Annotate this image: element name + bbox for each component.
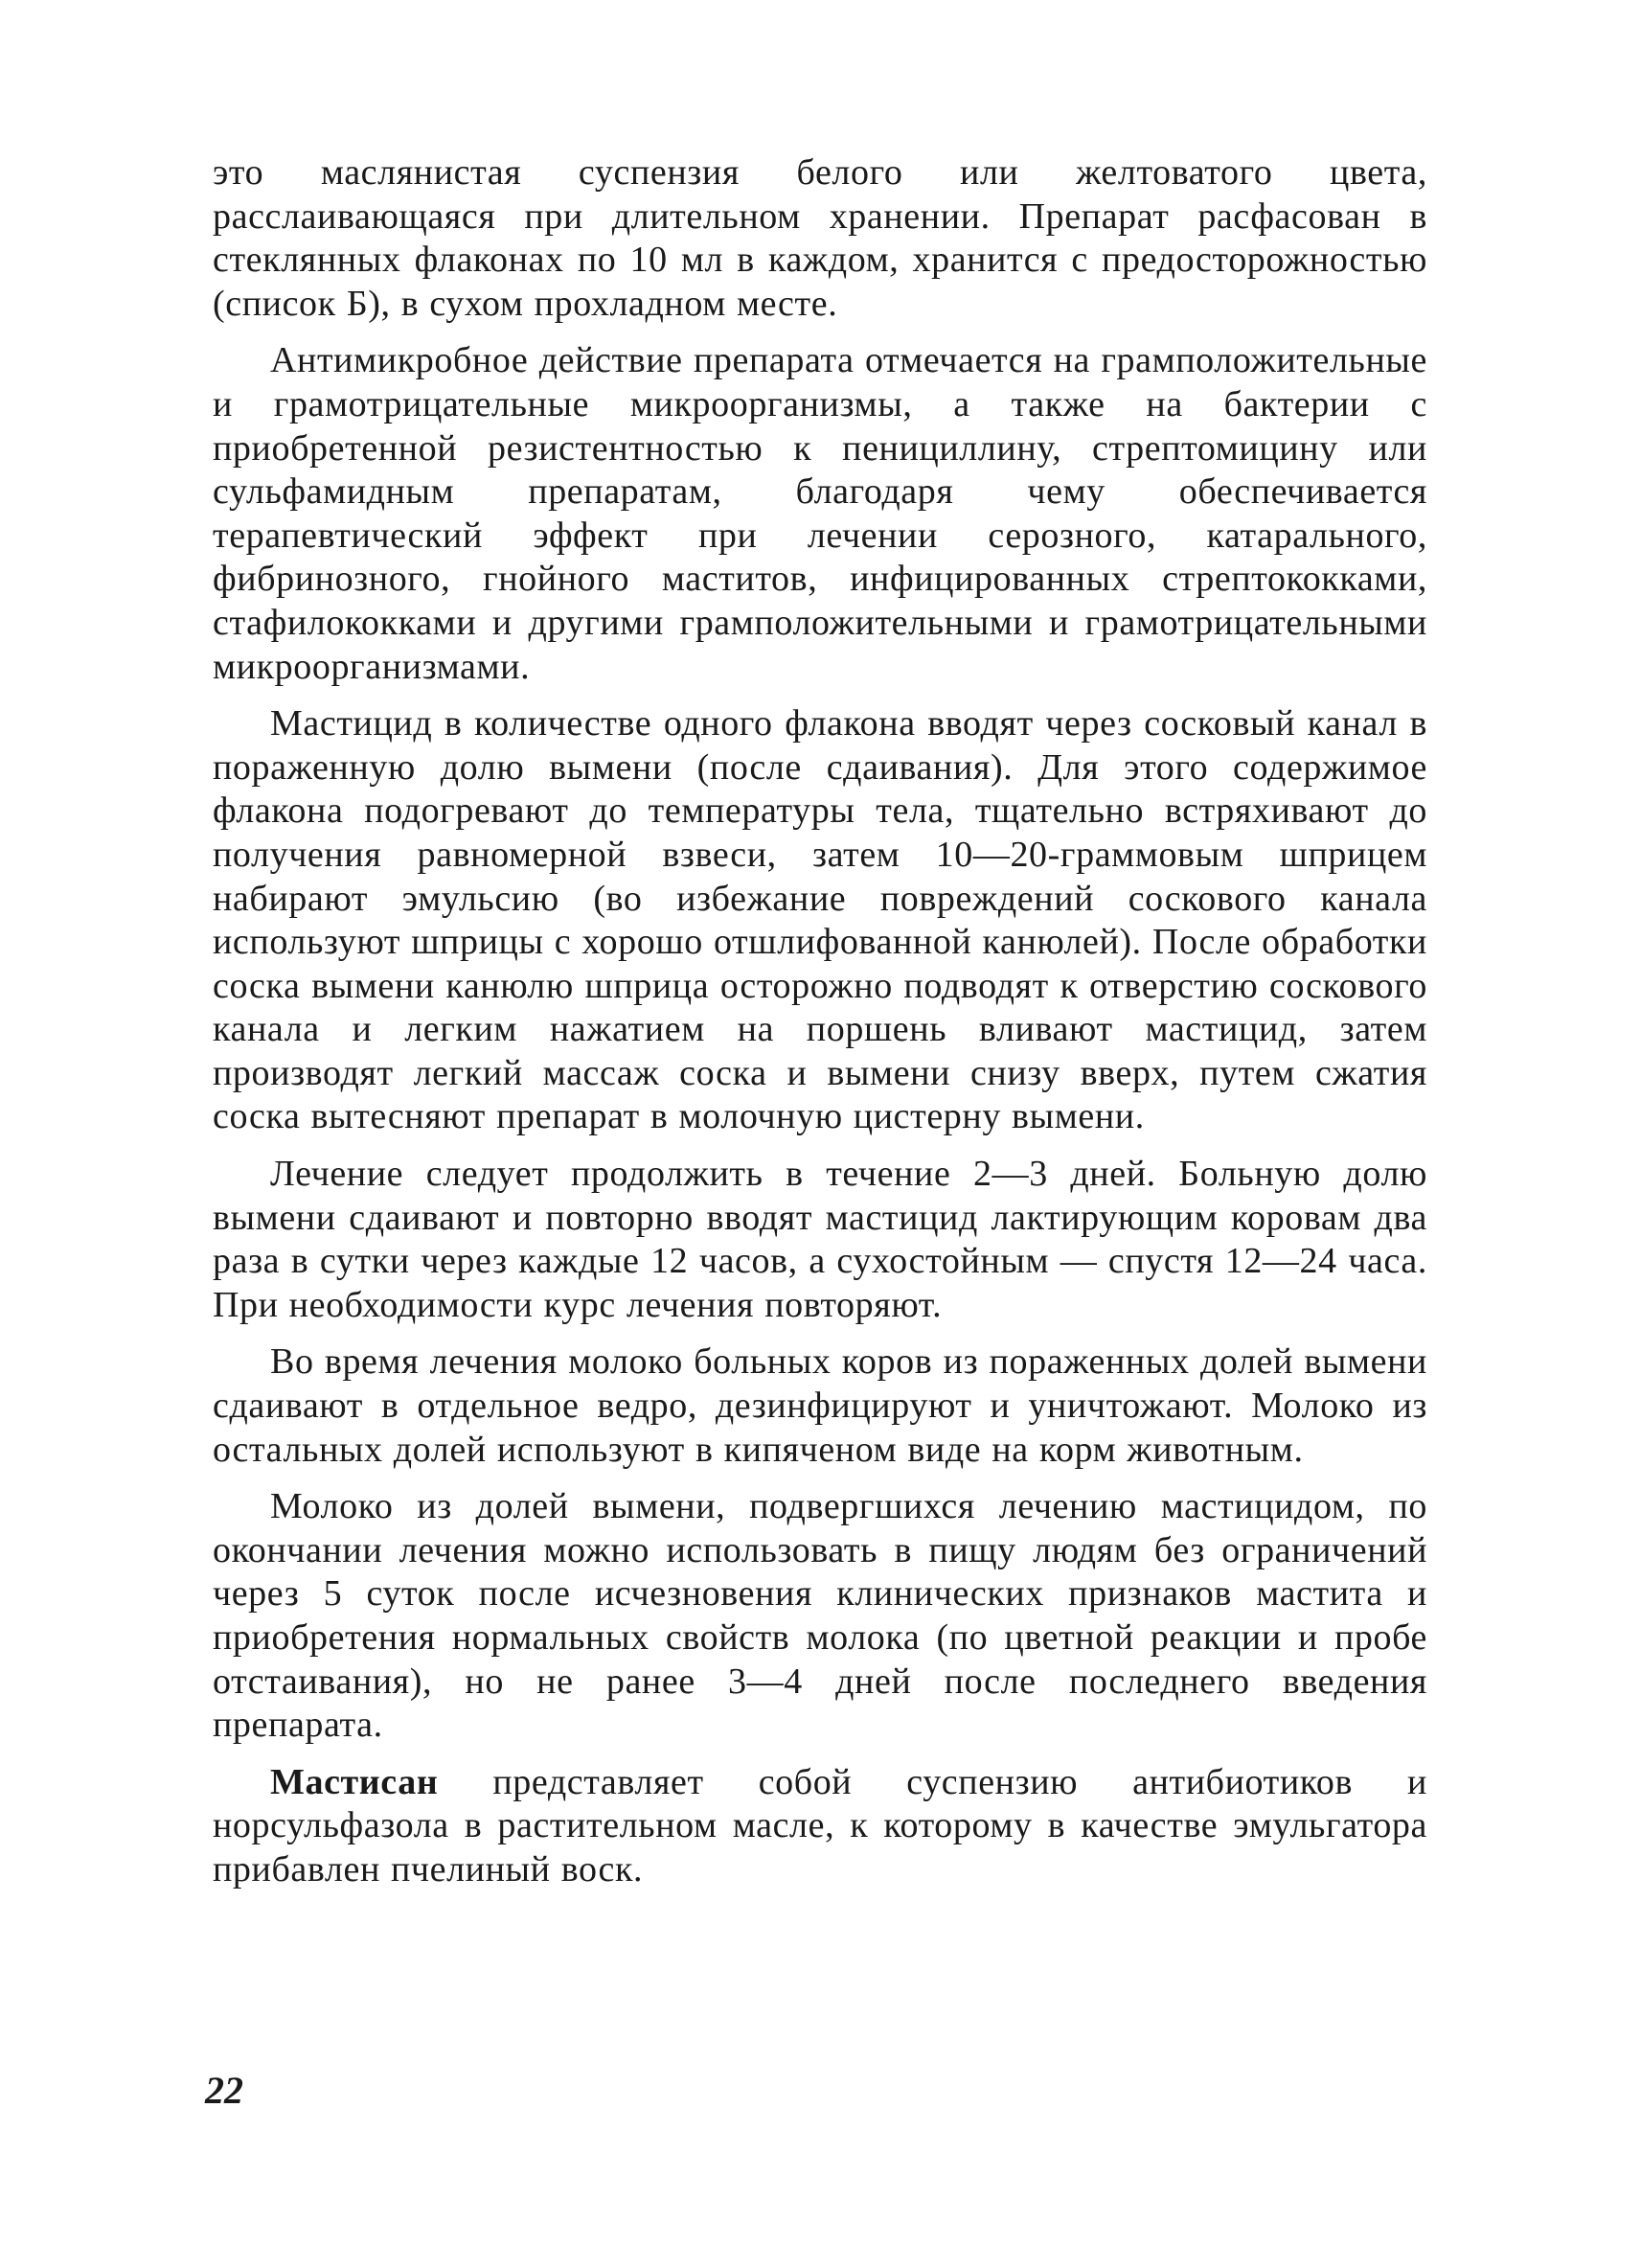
term-mastisan: Мастисан bbox=[270, 1761, 439, 1802]
mastisan-description: представляет собой суспензию антибиотиков и норсульфазола в растительном масле, к которому в качестве эмульгатора прибавлен пчелиный воск. bbox=[213, 1761, 1427, 1890]
paragraph-administration: Мастицид в количестве одного флакона вводят через сосковый канал в пораженную долю вымени (после сдаивания). Для этого содержимое флакона подогревают до температуры тела, тщательно встряхивают до получения равномерной взвеси, затем 10—20-граммовым шприцем набирают эмульсию (во избежание повреждений соскового канала используют шприцы с хорошо отшлифованной канюлей). После обработки соска вымени канюлю шприца осторожно подводят к отверстию соскового канала и легким нажатием на поршень вливают мастицид, затем производят легкий массаж соска и вымени снизу вверх, путем сжатия соска вытесняют препарат в молочную цистерну вымени. bbox=[213, 703, 1427, 1137]
body-text bbox=[213, 151, 1427, 1892]
paragraph-antimicrobial-action: Антимикробное действие препарата отмечается на грамположительные и грамотрицательные микроорганизмы, а также на бактерии с приобретенной резистентностью к пенициллину, стрептомицину или сульфамидным препаратам, благодаря чему обеспечивается терапевтический эффект при лечении серозного, катарального, фибринозного, гнойного маститов, инфицированных стрептококками, стафилококками и другими грамположительными и грамотрицательными микроорганизмами. bbox=[213, 340, 1427, 687]
page-number: 22 bbox=[205, 2069, 243, 2112]
paragraph-continuation: это маслянистая суспензия белого или желтоватого цвета, расслаивающаяся при длительном хранении. Препарат расфасован в стеклянных флаконах по 10 мл в каждом, хранится с предосторожностью (список Б), в сухом прохладном месте. bbox=[213, 152, 1427, 324]
paragraph-milk-disposal: Во время лечения молоко больных коров из пораженных долей вымени сдаивают в отдельное ведро, дезинфицируют и уничтожают. Молоко из остальных долей используют в кипяченом виде на корм животным. bbox=[213, 1341, 1427, 1470]
paragraph-milk-use: Молоко из долей вымени, подвергшихся лечению мастицидом, по окончании лечения можно использовать в пищу людям без ограничений через 5 суток после исчезновения клинических признаков мастита и приобретения нормальных свойств молока (по цветной реакции и пробе отстаивания), но не ранее 3—4 дней после последнего введения препарата. bbox=[213, 1486, 1427, 1746]
paragraph-mastisan bbox=[213, 1761, 1427, 1892]
paragraph-treatment-duration: Лечение следует продолжить в течение 2—3 дней. Больную долю вымени сдаивают и повторно вводят мастицид лактирующим коровам два раза в сутки через каждые 12 часов, а сухостойным — спустя 12—24 часа. При необходимости курс лечения повторяют. bbox=[213, 1154, 1427, 1325]
